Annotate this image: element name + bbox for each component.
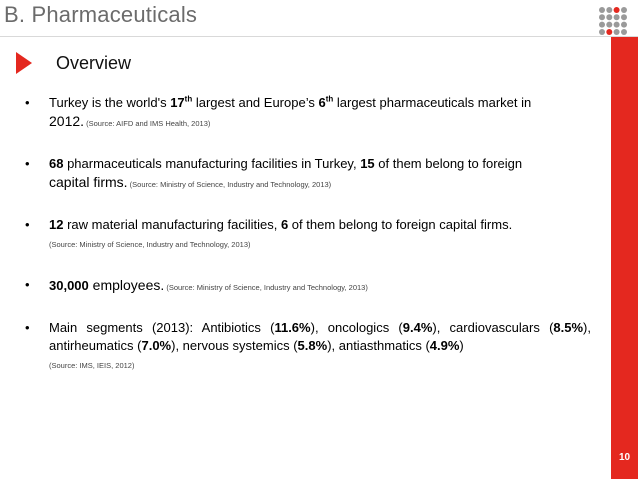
source-note: (Source: IMS, IEIS, 2012) — [49, 361, 135, 370]
bullet-text: Main segments (2013): Antibiotics (11.6%), oncologics (9.4%), cardiovasculars (8.5%), antirheumatics (7.0%), nervous systemics (5.8%), antiasthmatics (4.9%) (Source: IMS, IEIS, 2012) — [49, 320, 591, 370]
bullet-dot: • — [25, 95, 30, 110]
bullet-text: 30,000 employees. (Source: Ministry of Science, Industry and Technology, 2013) — [49, 277, 368, 293]
source-note: (Source: Ministry of Science, Industry and Technology, 2013) — [127, 180, 332, 189]
list-item — [25, 319, 591, 375]
list-item — [25, 216, 591, 254]
section-arrow-icon — [16, 52, 32, 74]
page-title: B. Pharmaceuticals — [4, 2, 198, 27]
bullet-list — [25, 94, 591, 397]
bullet-dot: • — [25, 320, 30, 335]
section-label: Overview — [56, 52, 132, 73]
list-item — [25, 155, 591, 194]
source-note: (Source: AIFD and IMS Health, 2013) — [84, 119, 211, 128]
bullet-dot: • — [25, 277, 30, 292]
list-item — [25, 94, 591, 133]
list-item — [25, 276, 591, 297]
bullet-dot: • — [25, 156, 30, 171]
bullet-dot: • — [25, 217, 30, 232]
right-accent-bar — [611, 37, 638, 479]
source-note: (Source: Ministry of Science, Industry and Technology, 2013) — [164, 283, 368, 292]
company-logo-icon — [598, 6, 628, 36]
source-note: (Source: Ministry of Science, Industry and Technology, 2013) — [49, 240, 251, 249]
page-number: 10 — [618, 452, 631, 463]
bullet-text: Turkey is the world's 17th largest and Europe’s 6th largest pharmaceuticals market in 2012. (Source: AIFD and IMS Health, 2013) — [49, 94, 532, 129]
bullet-text: 68 pharmaceuticals manufacturing facilities in Turkey, 15 of them belong to foreign capital firms. (Source: Ministry of Science, Industry and Technology, 2013) — [49, 156, 523, 190]
bullet-text: 12 raw material manufacturing facilities, 6 of them belong to foreign capital firms. (Source: Ministry of Science, Industry and Technology, 2013) — [49, 217, 513, 249]
header-divider — [0, 36, 638, 37]
section-heading — [16, 52, 131, 74]
